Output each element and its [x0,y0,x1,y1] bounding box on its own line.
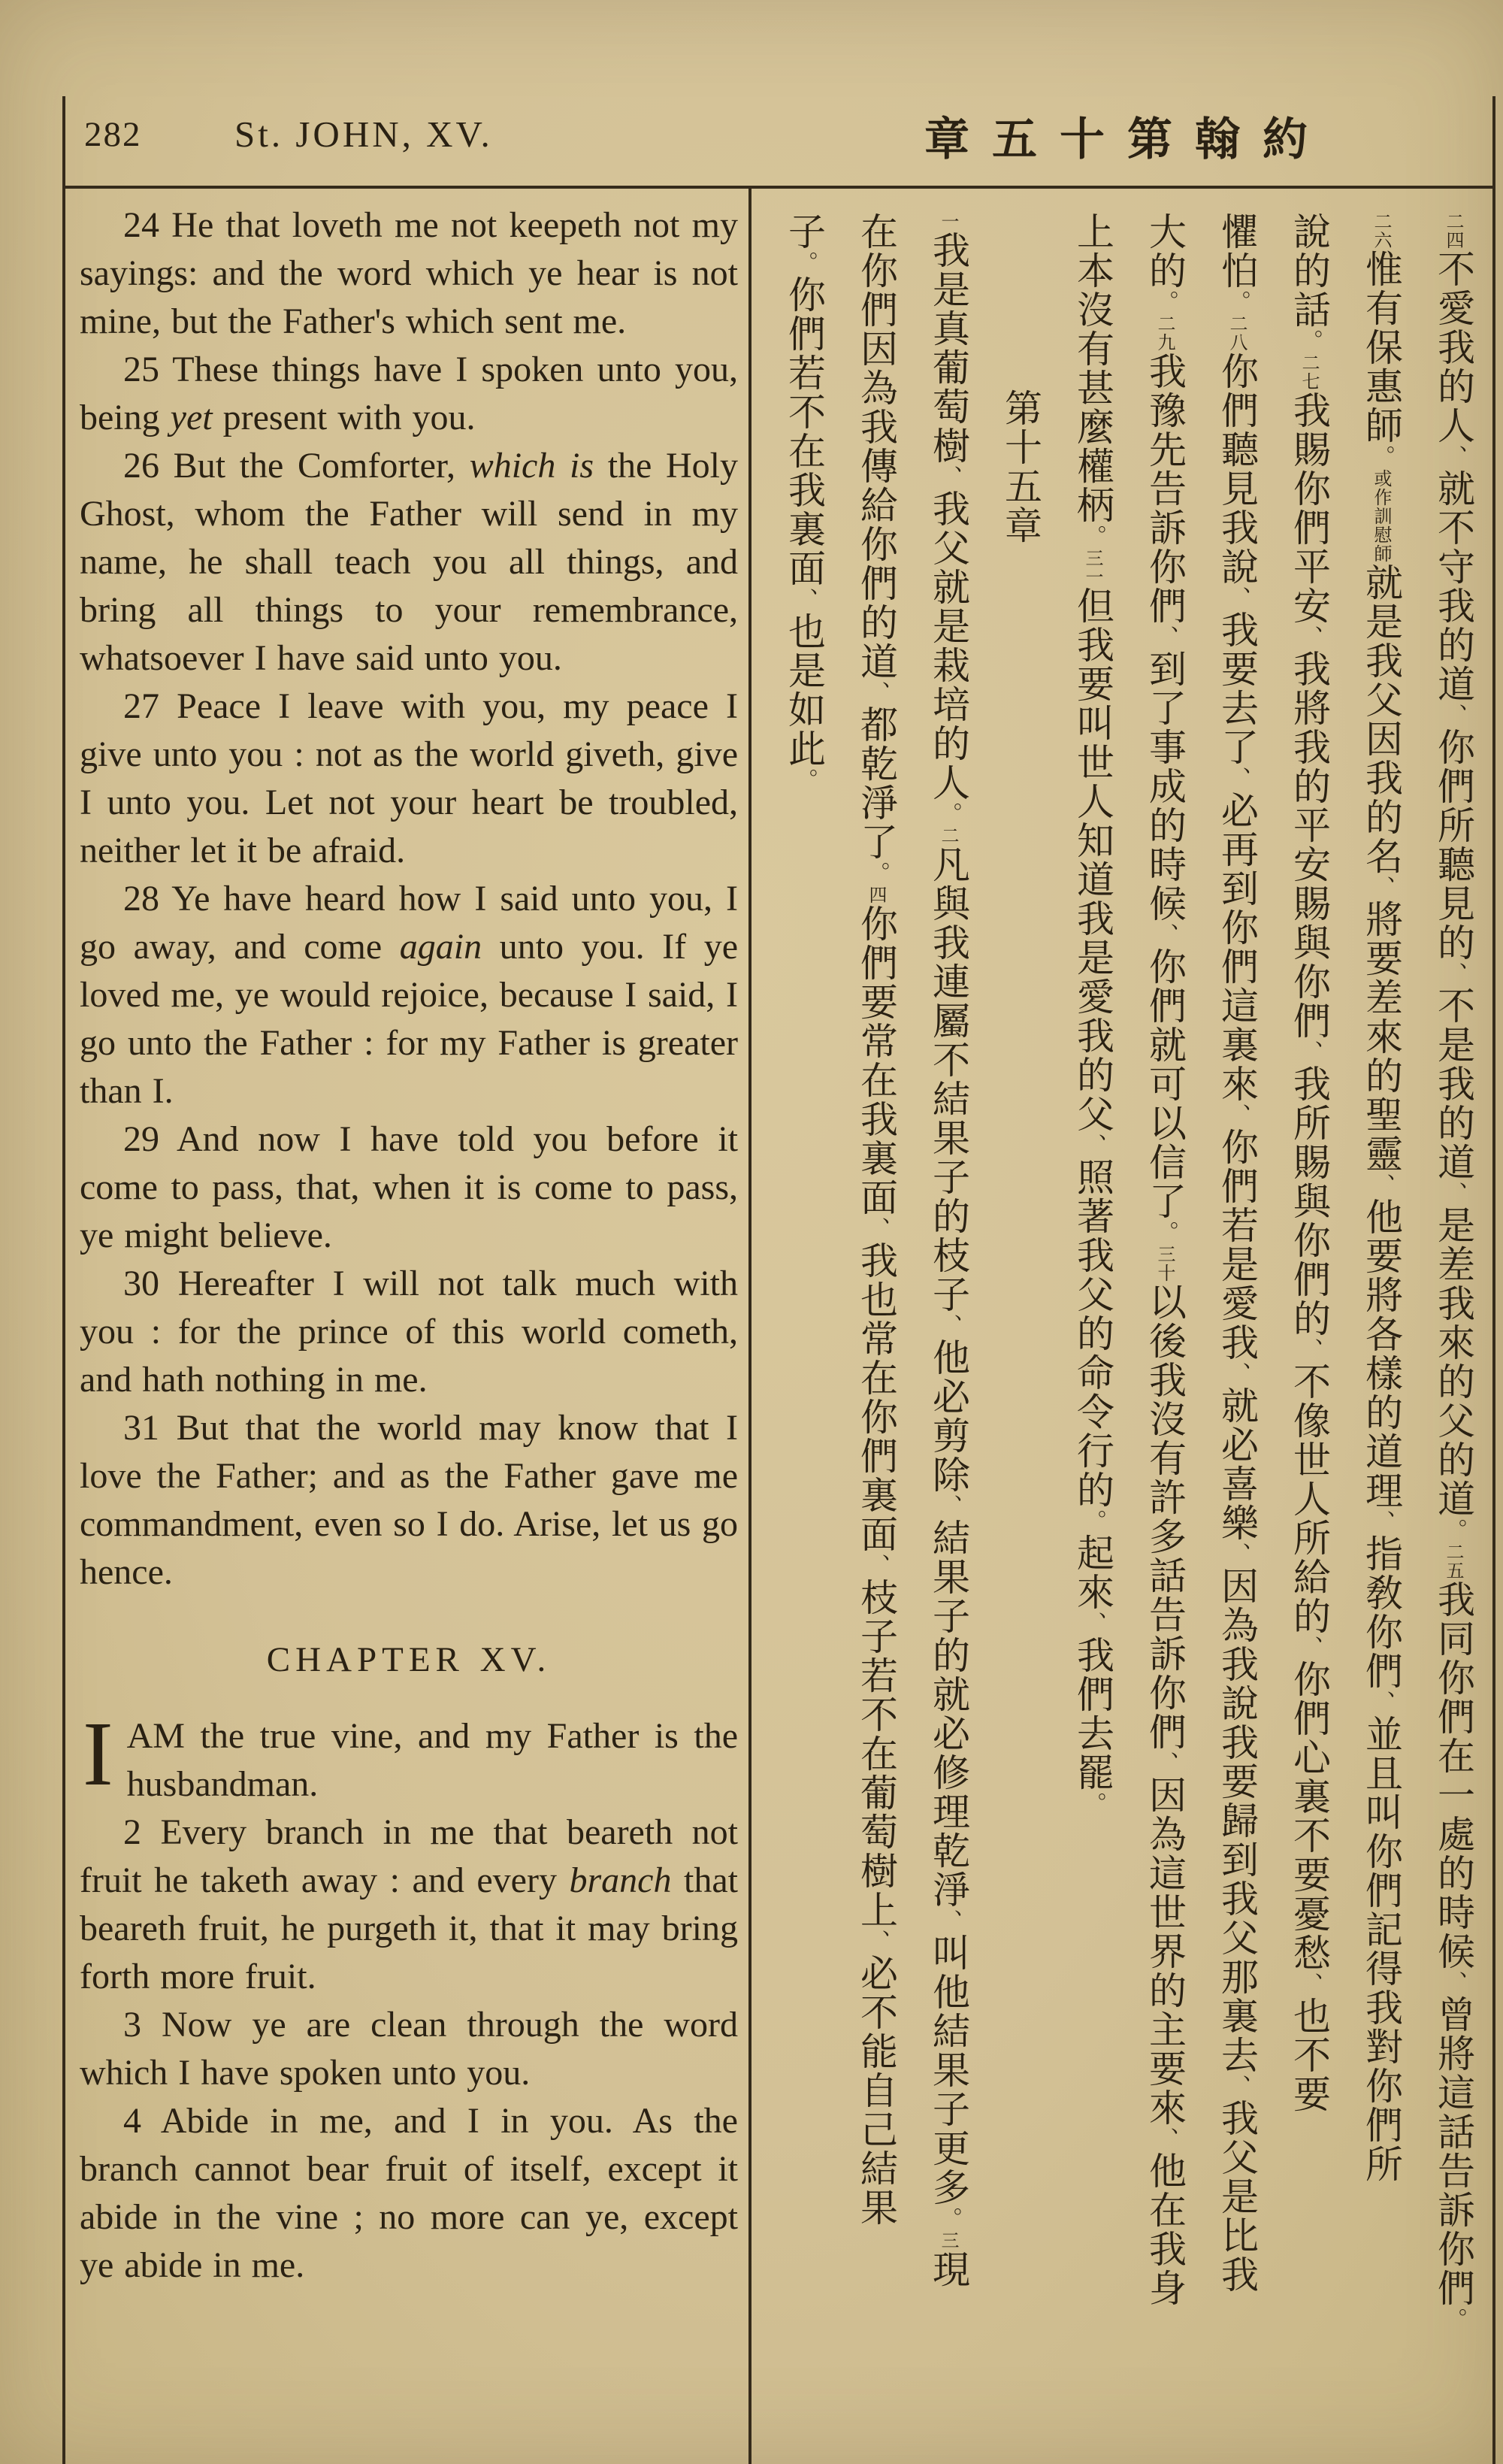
cjk-punctuation: 、 [863,681,890,705]
chinese-column-9: 在你們因為我傳給你們的道、都乾淨了。四你們要常在我裏面、我也常在你們裏面、枝子若不在葡萄樹上、必不能自己結果 [854,212,898,2227]
cjk-punctuation: 。 [1152,290,1178,314]
verse-31 [80,1404,738,1597]
cjk-punctuation: 。 [1152,1221,1178,1245]
verse-28 [80,875,738,1115]
verse-1 [80,1703,738,1809]
cjk-punctuation: 、 [1441,962,1467,986]
chinese-column-5: 大的。二九我豫先告訴你們、到了事成的時候、你們就可以信了。三十以後我沒有許多話告訴你們、因為這世界的主要來、他在我身 [1143,212,1187,2308]
verse-text: which is [469,446,594,486]
verse-2 [80,1809,738,2001]
verse-text: Abide in me, and I in you. As the branch cannot bear fruit of itself, except it abide in the vine ; no more can ye, except ye abide in me. [80,2101,738,2285]
page-number: 282 [84,115,142,154]
cjk-punctuation: 、 [791,588,818,612]
verse-annotation: 二九 [1154,314,1175,352]
verse-text: Ye have heard how I said unto you, I go away, and come [80,879,739,967]
cjk-punctuation: 、 [1441,704,1467,728]
cjk-punctuation: 、 [936,465,962,489]
cjk-punctuation: 、 [1152,923,1178,947]
cjk-punctuation: 、 [1296,625,1323,649]
chinese-column-3: 說的話。二七我賜你們平安、我將我的平安賜與你們、我所賜與你們的、不像世人所給的、你們心裏不要憂愁、也不要 [1287,212,1331,2114]
verse-annotation: 二 [938,826,959,845]
cjk-punctuation: 、 [1152,2127,1178,2151]
verse-annotation: 二八 [1226,314,1247,352]
cjk-punctuation: 、 [1080,1134,1106,1158]
cjk-punctuation: 、 [1296,1972,1323,1996]
verse-number: 24 [123,205,172,245]
cjk-punctuation: 、 [1224,1542,1250,1566]
verse-text: the Holy Ghost, whom the Father will send in my name, he shall teach you all things, and bring all things to your remembrance, whatsoever I have said unto you. [80,446,739,678]
chinese-column-4: 懼怕。二八你們聽見我說、我要去了、必再到你們這裏來、你們若是愛我、就必喜樂、因為我說我要歸到我父那裏去、我父是比我 [1215,212,1259,2294]
verse-text: unto you. If ye loved me, ye would rejoice, because I said, I go unto the Father : for my Father is greater than I. [80,927,739,1111]
cjk-punctuation: 。 [1368,445,1395,469]
cjk-punctuation: 、 [1368,1173,1395,1197]
cjk-punctuation: 、 [1441,1971,1467,1995]
verse-annotation: 二四 [1443,212,1464,250]
cjk-punctuation: 、 [1224,767,1250,791]
cjk-punctuation: 、 [1368,1691,1395,1715]
verse-text: that beareth fruit, he purgeth it, that it may bring forth more fruit. [80,1860,738,1996]
verse-text: branch [569,1860,672,1900]
cjk-punctuation: 、 [1224,1103,1250,1128]
cjk-punctuation: 、 [1296,1040,1323,1064]
chapter-heading-english: CHAPTER XV. [266,1640,552,1679]
cjk-punctuation: 。 [1441,2308,1467,2332]
cjk-punctuation: 。 [1441,1518,1467,1542]
verse-24 [80,201,738,346]
verse-25 [80,346,738,442]
cjk-punctuation: 。 [791,768,818,792]
chinese-chapter-heading: 第十五章 [999,389,1042,545]
verse-number: 3 [123,2005,162,2045]
cjk-punctuation: 、 [1152,1751,1178,1775]
cjk-punctuation: 、 [936,1494,962,1518]
verse-text: yet [170,398,213,437]
verse-27 [80,683,738,875]
verse-number: 28 [123,879,172,919]
verse-number: 29 [123,1119,177,1159]
verse-number: 4 [123,2101,161,2141]
chinese-column-8: 一我是真葡萄樹、我父就是栽培的人。二凡與我連屬不結果子的枝子、他必剪除、結果子的就必修理乾淨、叫他結果子更多。三現 [927,212,970,2289]
cjk-punctuation: 、 [936,1314,962,1338]
chinese-column-6: 上本沒有甚麼權柄。三一但我要叫世人知道我是愛我的父、照著我父的命令行的。起來、我們去罷。 [1071,212,1114,1816]
column-divider-rule [748,186,752,2464]
chinese-text-column [764,212,1489,2441]
right-border-rule [1492,96,1495,2464]
verse-annotation: 三 [938,2231,959,2250]
verse-number: 2 [123,1812,161,1852]
verse-text: But that the world may know that I love the Father; and as the Father gave me commandment, even so I do. Arise, let us go hence. [80,1408,739,1592]
verse-annotation: 三十 [1154,1245,1175,1282]
cjk-punctuation: 。 [1224,290,1250,314]
cjk-punctuation: 。 [1080,525,1106,549]
cjk-punctuation: 。 [791,251,818,275]
cjk-punctuation: 、 [936,1909,962,1933]
english-text-column [80,201,738,2290]
verse-annotation: 二七 [1299,353,1320,391]
verse-text: But the Comforter, [173,446,470,486]
dropcap-initial: I [83,1703,113,1805]
cjk-punctuation: 。 [936,2207,962,2231]
verse-number: 25 [123,350,173,389]
verse-29 [80,1115,738,1260]
header-divider-rule [62,186,1495,189]
cjk-punctuation: 、 [1224,2075,1250,2099]
verse-annotation: 二五 [1443,1542,1464,1580]
cjk-punctuation: 、 [1080,1612,1106,1636]
cjk-punctuation: 、 [863,1217,890,1241]
cjk-punctuation: 、 [1441,445,1467,469]
verse-26 [80,442,738,683]
verse-3 [80,2001,738,2097]
verse-text: present with you. [212,398,476,437]
cjk-punctuation: 、 [863,1554,890,1578]
verse-number: 26 [123,446,174,486]
left-border-rule [62,96,65,2464]
verse-30 [80,1260,738,1404]
verse-text: Peace I leave with you, my peace I give unto you : not as the world giveth, give I unto you. Let not your heart be troubled, neither let it be afraid. [80,686,738,870]
verse-number: 27 [123,686,177,726]
chinese-column-2: 二六惟有保惠師。或作訓慰師就是我父因我的名、將要差來的聖靈、他要將各樣的道理、指敎你們、並且叫你們記得我對你們所 [1359,212,1403,2184]
cjk-punctuation: 、 [1296,1338,1323,1362]
cjk-punctuation: 、 [1368,876,1395,900]
verse-text: Now ye are clean through the word which I have spoken unto you. [80,2005,739,2093]
verse-text: Every branch in me that beareth not fruit he taketh away : and every [80,1812,738,1900]
verse-number: 31 [123,1408,177,1448]
chinese-column-1: 二四不愛我的人、就不守我的道、你們所聽見的、不是我的道、是差我來的父的道。二五我同你們在一處的時候、曾將這話告訴你們。 [1432,212,1475,2332]
verse-number: 30 [123,1264,178,1303]
cjk-punctuation: 、 [1152,625,1178,649]
cjk-punctuation: 、 [1224,1362,1250,1386]
cjk-punctuation: 、 [1296,1636,1323,1660]
verse-text: Hereafter I will not talk much with you : for the prince of this world cometh, and hath nothing in me. [80,1264,738,1400]
cjk-punctuation: 、 [1368,1510,1395,1534]
verse-text: These things have I spoken unto you, being [80,350,738,437]
verse-4 [80,2097,738,2290]
verse-annotation: 二六 [1371,212,1392,250]
english-running-title: St. JOHN, XV. [234,114,493,155]
verse-text: And now I have told you before it come to pass, that, when it is come to pass, ye might believe. [80,1119,738,1255]
verse-text: AM the true vine, and my Father is the husbandman. [126,1716,738,1804]
cjk-punctuation: 。 [936,802,962,826]
cjk-punctuation: 、 [1224,586,1250,610]
chinese-column-10: 子。你們若不在我裏面、也是如此。 [782,212,826,792]
cjk-punctuation: 、 [863,1930,890,1954]
cjk-punctuation: 。 [1296,329,1323,353]
verse-annotation: 或作訓慰師 [1371,469,1392,563]
chinese-running-title: 章五十第翰約 [924,114,1330,166]
cjk-punctuation: 。 [1080,1509,1106,1533]
cjk-punctuation: 、 [1441,1182,1467,1206]
cjk-punctuation: 。 [1080,1792,1106,1816]
cjk-punctuation: 。 [863,861,890,885]
verse-annotation: 四 [866,885,887,904]
verse-text: He that loveth me not keepeth not my sayings: and the word which ye hear is not mine, but the Father's which sent me. [80,205,739,341]
verse-text: again [399,927,482,967]
verse-annotation: 三一 [1082,549,1103,586]
verse-annotation: 一 [938,212,959,231]
